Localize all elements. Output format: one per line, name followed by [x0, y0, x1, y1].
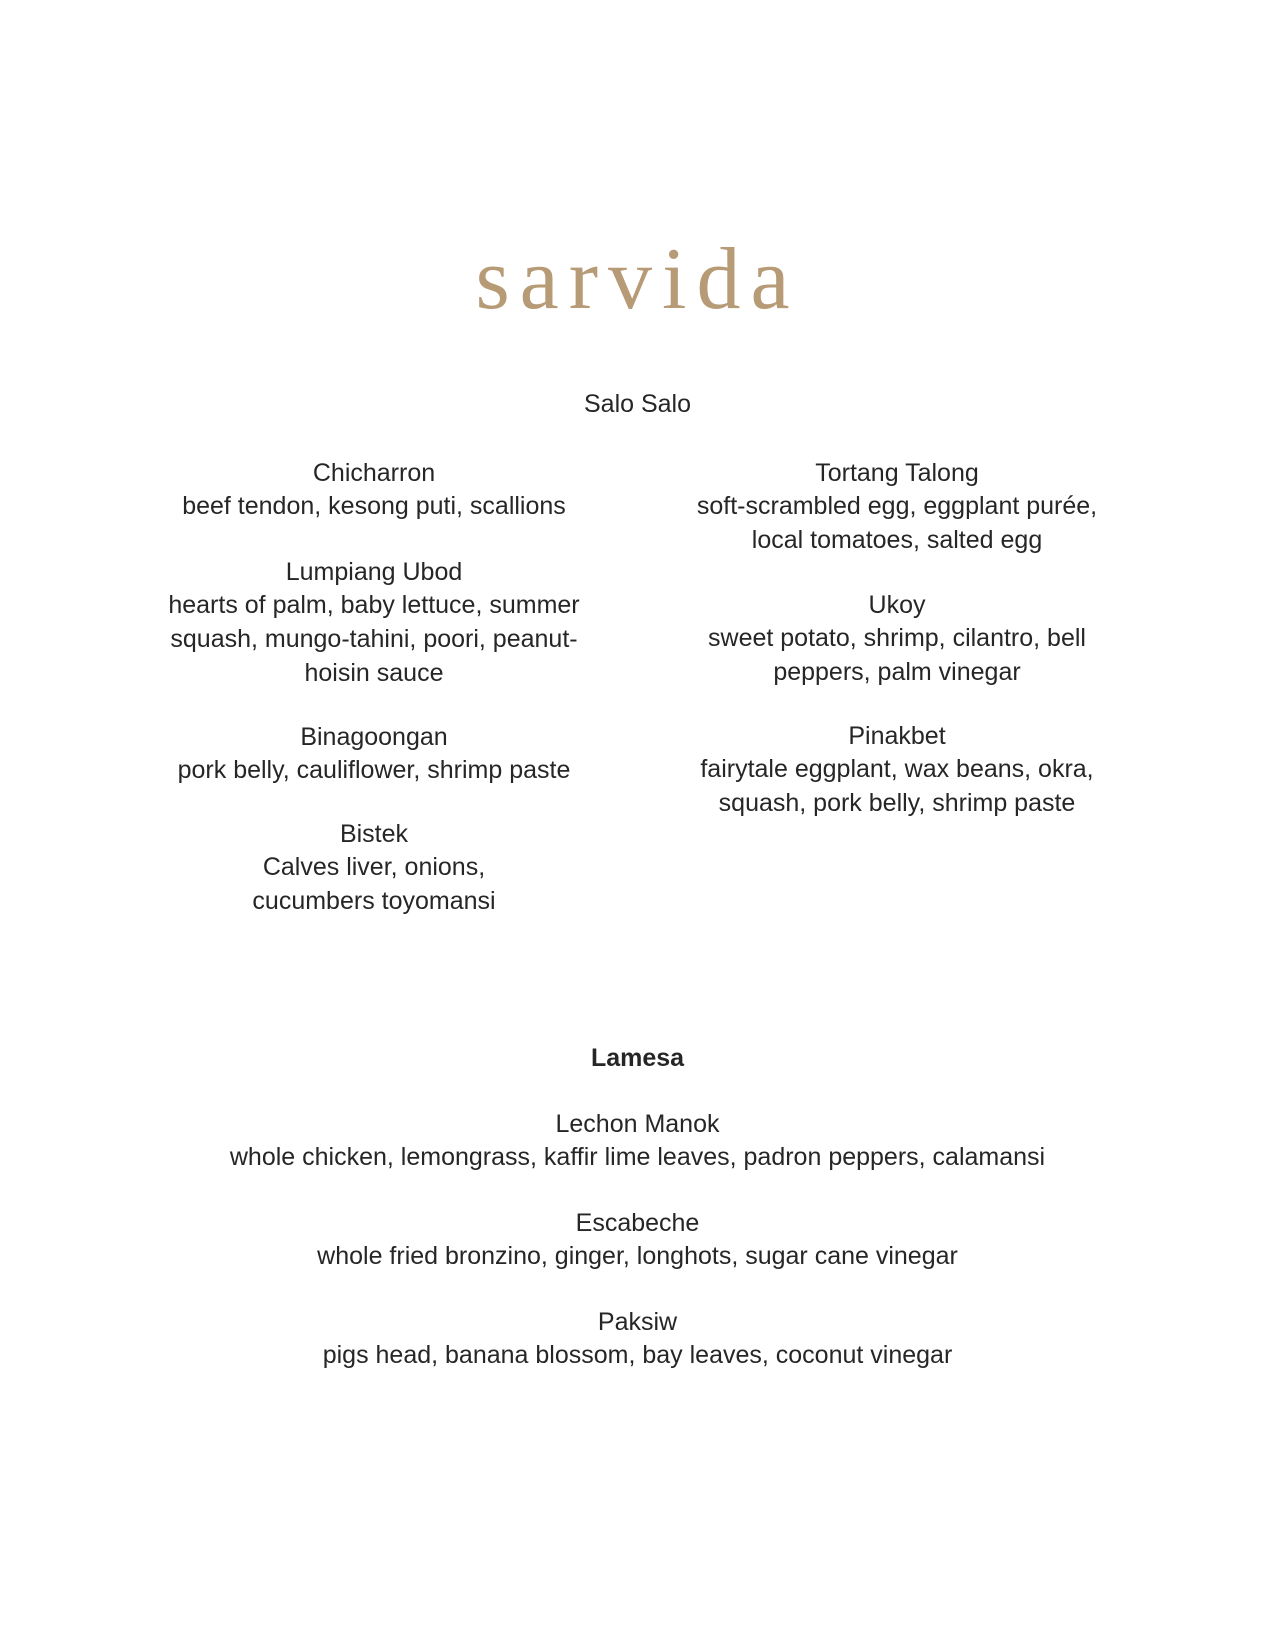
dish-name: Escabeche: [575, 1209, 700, 1237]
dish-description: whole fried bronzino, ginger, longhots, sugar cane vinegar: [317, 1242, 958, 1270]
lamesa-list: [0, 1108, 1275, 1405]
dish-description: pork belly, cauliflower, shrimp paste: [177, 756, 571, 784]
dish-name: Ukoy: [868, 591, 926, 619]
dish-name: Pinakbet: [848, 722, 946, 750]
dish-name: Lumpiang Ubod: [285, 558, 463, 586]
dish-description: pigs head, banana blossom, bay leaves, coconut vinegar: [322, 1341, 953, 1369]
menu-item: [0, 1306, 1275, 1372]
menu-item: [144, 457, 604, 523]
dish-name: Paksiw: [597, 1308, 678, 1336]
dish-name: Bistek: [339, 820, 409, 848]
dish-description: Calves liver, onions, cucumbers toyomansi: [252, 853, 496, 915]
dish-name: Binagoongan: [300, 723, 448, 751]
section-heading-salo-salo: Salo Salo: [583, 390, 692, 418]
dish-name: Tortang Talong: [815, 459, 979, 487]
section-heading-lamesa: Lamesa: [590, 1044, 685, 1072]
menu-item: [667, 720, 1127, 820]
dish-name: Chicharron: [312, 459, 436, 487]
dish-description: hearts of palm, baby lettuce, summer squash, mungo-tahini, poori, peanut-hoisin sauce: [168, 591, 580, 687]
menu-item: [144, 556, 604, 690]
dish-description: sweet potato, shrimp, cilantro, bell peppers, palm vinegar: [708, 624, 1086, 686]
dish-description: beef tendon, kesong puti, scallions: [182, 492, 566, 520]
dish-description: whole chicken, lemongrass, kaffir lime leaves, padron peppers, calamansi: [229, 1143, 1046, 1171]
menu-item: [667, 457, 1127, 557]
menu-item: [0, 1108, 1275, 1174]
dish-description: fairytale eggplant, wax beans, okra, squash, pork belly, shrimp paste: [700, 755, 1094, 817]
restaurant-logo: sarvida: [475, 231, 800, 328]
dish-name: Lechon Manok: [555, 1110, 720, 1138]
menu-item: [144, 818, 604, 918]
menu-item: [144, 721, 604, 787]
menu-item: [0, 1207, 1275, 1273]
salo-salo-right-column: [667, 457, 1127, 853]
dish-description: soft-scrambled egg, eggplant purée, local tomatoes, salted egg: [696, 492, 1098, 554]
salo-salo-left-column: [144, 457, 604, 951]
menu-item: [667, 589, 1127, 689]
